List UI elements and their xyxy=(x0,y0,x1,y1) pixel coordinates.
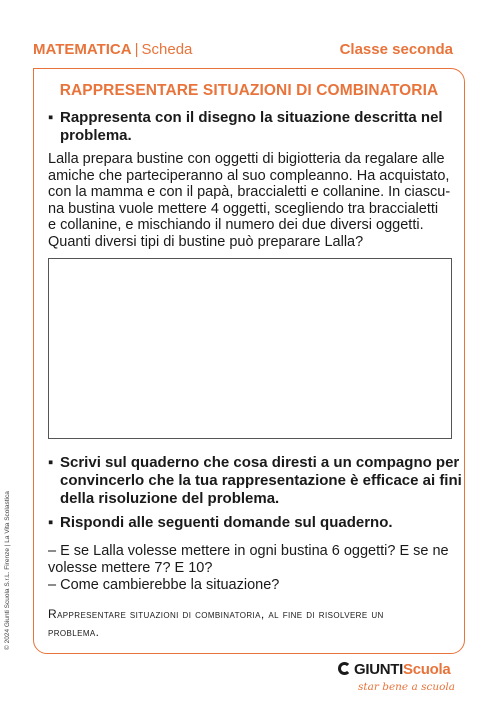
instruction-line: Rappresenta con il disegno la situazione descritta nel xyxy=(60,109,443,126)
instruction-explain xyxy=(48,454,462,508)
instruction-line: problema. xyxy=(60,127,132,144)
bullet-icon: ▪ xyxy=(48,454,54,471)
bullet-icon: ▪ xyxy=(48,109,54,126)
instruction-line: della risoluzione del problema. xyxy=(60,490,280,507)
problem-text xyxy=(48,151,458,250)
problem-line: Quanti diversi tipi di bustine può preparare Lalla? xyxy=(48,233,364,250)
bullet-icon: ▪ xyxy=(48,514,54,531)
header-separator: | xyxy=(134,41,139,58)
instruction-line: Rispondi alle seguenti domande sul quaderno. xyxy=(60,514,393,531)
grade-label: Classe seconda xyxy=(339,41,453,58)
question-line: – Come cambierebbe la situazione? xyxy=(48,577,280,593)
problem-line: e collanine, e mischiando il numero dei due diversi oggetti. xyxy=(48,217,424,233)
objective-line: Rappresentare situazioni di combinatoria, al fine di risolvere un xyxy=(48,607,384,621)
instruction-answer xyxy=(48,514,458,532)
copyright-notice: © 2024 Giunti Scuola S.r.L. Firenze | La Vita Scolastica xyxy=(4,491,11,650)
brand-accent: Scuola xyxy=(403,661,451,678)
question-line: – E se Lalla volesse mettere in ogni bustina 6 oggetti? E se ne xyxy=(48,543,449,559)
follow-up-questions xyxy=(48,543,458,594)
problem-line: con la mamma e con il papà, braccialetti e collanine. In ciascu- xyxy=(48,184,451,200)
problem-line: Lalla prepara bustine con oggetti di bigiotteria da regalare alle xyxy=(48,151,445,167)
question-line: volesse mettere 7? E 10? xyxy=(48,560,213,576)
instruction-line: Scrivi sul quaderno che cosa diresti a un compagno per xyxy=(60,454,460,471)
sheet-type-label: Scheda xyxy=(141,41,193,58)
problem-line: amiche che parteciperanno al suo compleanno. Ha acquistato, xyxy=(48,167,450,184)
problem-line: na bustina vuole mettere 4 oggetti, scegliendo tra braccialetti xyxy=(48,200,439,217)
objective-line: problema. xyxy=(48,625,100,639)
brand-tagline: star bene a scuola xyxy=(358,681,456,693)
page-header xyxy=(33,41,453,61)
giunti-g-logo-icon xyxy=(338,662,351,675)
worksheet-title: RAPPRESENTARE SITUAZIONI DI COMBINATORIA xyxy=(59,82,439,99)
learning-objective xyxy=(48,605,458,641)
publisher-logo xyxy=(338,661,468,701)
brand-name xyxy=(338,661,450,678)
subject-label: MATEMATICA xyxy=(33,41,132,58)
instruction-line: convincerlo che la tua rappresentazione è efficace ai fini xyxy=(60,472,462,489)
instruction-draw xyxy=(48,109,458,145)
brand-main: GIUNTI xyxy=(354,661,404,678)
drawing-area[interactable] xyxy=(48,258,452,439)
